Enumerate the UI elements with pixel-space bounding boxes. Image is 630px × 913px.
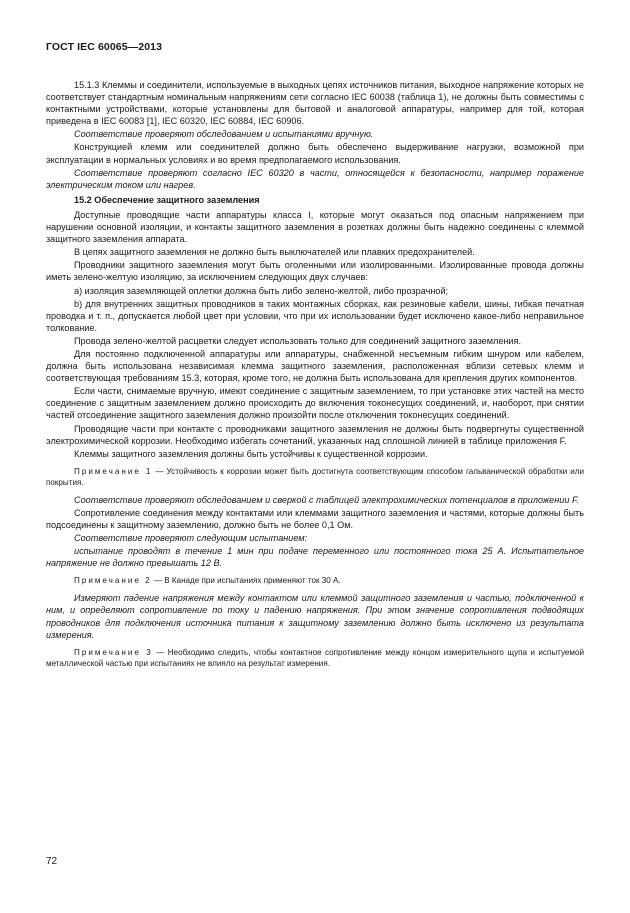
paragraph: Конструкцией клемм или соединителей должно быть обеспечено выдерживание нагрузки, возможной при эксплуатации в нормальных условиях и во время предполагаемого использования. bbox=[46, 142, 584, 165]
paragraph: Сопротивление соединения между контактами или клеммами защитного заземления и частями, которые должны быть подсоединены к защитному заземлению, должно быть не более 0,1 Ом. bbox=[46, 507, 584, 530]
note-label: Примечание 1 bbox=[74, 466, 153, 476]
list-item: b) для внутренних защитных проводников в таких монтажных сборках, как резиновые кабели, шины, гибкая печатная проводка и т. п., допускается любой цвет при условии, что при их использовании будет исключено какое-либо неправильное толкование. bbox=[46, 298, 584, 333]
note-label: Примечание 2 bbox=[74, 576, 152, 586]
note bbox=[46, 647, 584, 669]
compliance-paragraph: Соответствие проверяют обследованием и сверкой с таблицей электрохимических потенциалов в приложении F. bbox=[74, 494, 579, 505]
note-label: Примечание 3 bbox=[74, 647, 153, 657]
paragraph: Доступные проводящие части аппаратуры класса I, которые могут оказаться под опасным напряжением при нарушении основной изоляции, и контакты защитного заземления в розетках должны быть надежно соединены с клеммой защитного заземления аппарата. bbox=[46, 209, 584, 245]
paragraph: Если части, снимаемые вручную, имеют соединение с защитным заземлением, то при установке этих частей на место соединение с защитным заземлением должно происходить до включения токонесущих соединений, и, наоборот, при снятии частей отсоединение защитного заземления должно произойти после отключения токонесущих соединений. bbox=[46, 386, 584, 421]
paragraph: Проводящие части при контакте с проводниками защитного заземления не должны быть подвергнуты существенной электрохимической коррозии. Необходимо избегать сочетаний, указанных над сплошной линией в таблице приложения F. bbox=[46, 423, 584, 446]
compliance-paragraph: Соответствие проверяют следующим испытанием: bbox=[74, 533, 308, 544]
note-text: — Необходимо следить, чтобы контактное сопротивление между концом измерительного щупа и испытуемой металлической частью при испытаниях не влияло на результат измерения. bbox=[46, 647, 584, 668]
paragraph: 15.1.3 Клеммы и соединители, используемые в выходных цепях источников питания, выходное напряжение которых не соответствует стандартным номинальным напряжениям сети согласно IEC 60038 (таблица 1), не должны быть совместимы с контактными устройствами, которые установлены для бытовой и аналоговой аппаратуры, например для той, которая приведена в IEC 60083 [1], IEC 60320, IEC 60884, IEC 60906. bbox=[46, 80, 584, 127]
paragraph: В цепях защитного заземления не должно быть выключателей или плавких предохранителей. bbox=[74, 247, 475, 258]
paragraph: Для постоянно подключенной аппаратуры или аппаратуры, снабженной несъемным гибким шнуром или кабелем, должна быть использована независимая клемма защитного заземления, расположенная вблизи сетевых клемм и соответствующая требованиям 15.3, которая, кроме того, не должна быть использована для крепления других компонентов. bbox=[46, 348, 584, 384]
note bbox=[46, 466, 584, 488]
page-number: 72 bbox=[46, 856, 58, 867]
note-text: — Устойчивость к коррозии может быть достигнута соответствующим способом гальванической обработки или покрытия. bbox=[46, 466, 584, 487]
note bbox=[46, 575, 584, 586]
document-header: ГОСТ IEC 60065—2013 bbox=[46, 41, 163, 53]
section-heading: 15.2 Обеспечение защитного заземления bbox=[74, 194, 260, 205]
paragraph: Проводники защитного заземления могут быть оголенными или изолированными. Изолированные провода должны иметь зелено-желтую изоляцию, за исключением следующих двух случаев: bbox=[46, 260, 584, 283]
compliance-paragraph: Соответствие проверяют обследованием и испытаниями вручную. bbox=[74, 129, 374, 140]
compliance-paragraph: испытание проводят в течение 1 мин при подаче переменного или постоянного тока 25 А. Испытательное напряжение не должно превышать 12 В. bbox=[46, 546, 584, 569]
list-item: а) изоляция заземляющей оплетки должна быть либо зелено-желтой, либо прозрачной; bbox=[74, 285, 449, 296]
document-body bbox=[46, 79, 584, 675]
compliance-paragraph: Измеряют падение напряжения между контактом или клеммой защитного заземления и частью, подключенной к ним, и определяют сопротивление по току и падению напряжения. При этом значение сопротивления подводящих проводников для подключения источника питания к защитному заземлению должно быть исключено из результата измерения. bbox=[46, 593, 584, 640]
paragraph: Клеммы защитного заземления должны быть устойчивы к существенной коррозии. bbox=[74, 448, 428, 459]
note-text: — В Канаде при испытаниях применяют ток 30 А. bbox=[151, 576, 341, 586]
compliance-paragraph: Соответствие проверяют согласно IEC 60320 в части, относящейся к безопасности, например поражение электрическим током или нагрев. bbox=[46, 167, 584, 190]
paragraph: Провода зелено-желтой расцветки следует использовать только для соединений защитного заземления. bbox=[74, 335, 522, 346]
